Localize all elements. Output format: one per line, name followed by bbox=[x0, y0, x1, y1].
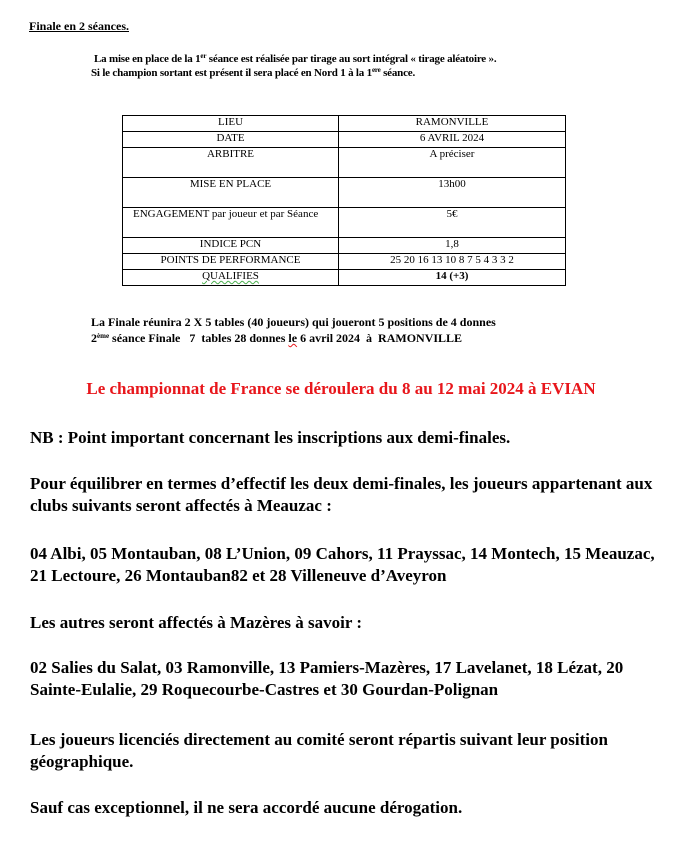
others-paragraph: Les autres seront affectés à Mazères à savoir : bbox=[30, 613, 363, 632]
licensed-paragraph: Les joueurs licenciés directement au comité seront répartis suivant leur position géographique. bbox=[30, 730, 608, 771]
row-value: 1,8 bbox=[339, 238, 566, 254]
mazeres-clubs-paragraph: 02 Salies du Salat, 03 Ramonville, 13 Pamiers-Mazères, 17 Lavelanet, 18 Lézat, 20 Sainte-Eulalie, 29 Roquecourbe-Castres et 30 Gourdan-Polignan bbox=[30, 658, 624, 699]
qualifies-label: QUALIFIES bbox=[202, 270, 259, 282]
row-value: A préciser bbox=[339, 148, 566, 178]
row-value: 6 AVRIL 2024 bbox=[339, 132, 566, 148]
row-label: MISE EN PLACE bbox=[123, 178, 339, 208]
finale-line-2-num: 2 bbox=[91, 331, 97, 345]
finale-line-2-sup: ème bbox=[97, 332, 110, 340]
intro-line-1-text: La mise en place de la 1 bbox=[94, 53, 201, 65]
row-label: LIEU bbox=[123, 116, 339, 132]
table-row bbox=[123, 238, 566, 254]
row-value: RAMONVILLE bbox=[339, 116, 566, 132]
intro-line-2-sup: ere bbox=[371, 66, 381, 74]
row-label: ARBITRE bbox=[123, 148, 339, 178]
table-row bbox=[123, 132, 566, 148]
intro-line-1-sup: er bbox=[200, 52, 207, 60]
row-value: 25 20 16 13 10 8 7 5 4 3 3 2 bbox=[339, 254, 566, 270]
table-row bbox=[123, 254, 566, 270]
row-label: POINTS DE PERFORMANCE bbox=[123, 254, 339, 270]
row-label bbox=[123, 270, 339, 286]
finale-line-1: La Finale réunira 2 X 5 tables (40 joueurs) qui joueront 5 positions de 4 donnes bbox=[91, 315, 496, 329]
finale-line-2 bbox=[91, 331, 462, 346]
intro-line-1 bbox=[94, 53, 496, 65]
row-label: INDICE PCN bbox=[123, 238, 339, 254]
finale-line-2-le: le bbox=[288, 331, 298, 345]
intro-line-2-text-end: séance. bbox=[380, 67, 415, 79]
finale-line-2-text: séance Finale 7 tables 28 donnes bbox=[109, 331, 289, 345]
table-row bbox=[123, 270, 566, 286]
row-value: 5€ bbox=[339, 208, 566, 238]
championship-announcement: Le championnat de France se déroulera du 8 au 12 mai 2024 à EVIAN bbox=[86, 379, 596, 398]
table-row bbox=[123, 148, 566, 178]
row-value: 14 (+3) bbox=[339, 270, 566, 286]
intro-line-2-text: Si le champion sortant est présent il sera placé en Nord 1 à la 1 bbox=[91, 67, 372, 79]
nb-paragraph: NB : Point important concernant les inscriptions aux demi-finales. bbox=[30, 428, 511, 447]
row-label: DATE bbox=[123, 132, 339, 148]
finale-line-2-text-end: 6 avril 2024 à RAMONVILLE bbox=[297, 331, 463, 345]
intro-line-1-text-end: séance est réalisée par tirage au sort intégral « tirage aléatoire ». bbox=[206, 53, 497, 65]
exception-paragraph: Sauf cas exceptionnel, il ne sera accordé aucune dérogation. bbox=[30, 798, 463, 817]
page-heading: Finale en 2 séances. bbox=[29, 19, 129, 33]
tournament-info-table bbox=[122, 115, 566, 286]
row-label: ENGAGEMENT par joueur et par Séance bbox=[123, 208, 339, 238]
table-row bbox=[123, 178, 566, 208]
table-row bbox=[123, 116, 566, 132]
meauzac-clubs-paragraph: 04 Albi, 05 Montauban, 08 L’Union, 09 Cahors, 11 Prayssac, 14 Montech, 15 Meauzac, 21 Lectoure, 26 Montauban82 et 28 Villeneuve d’Aveyron bbox=[30, 544, 655, 585]
intro-line-2 bbox=[91, 67, 415, 79]
table-row bbox=[123, 208, 566, 238]
balance-paragraph: Pour équilibrer en termes d’effectif les deux demi-finales, les joueurs appartenant aux clubs suivants seront affectés à Meauzac : bbox=[30, 474, 653, 515]
row-value: 13h00 bbox=[339, 178, 566, 208]
